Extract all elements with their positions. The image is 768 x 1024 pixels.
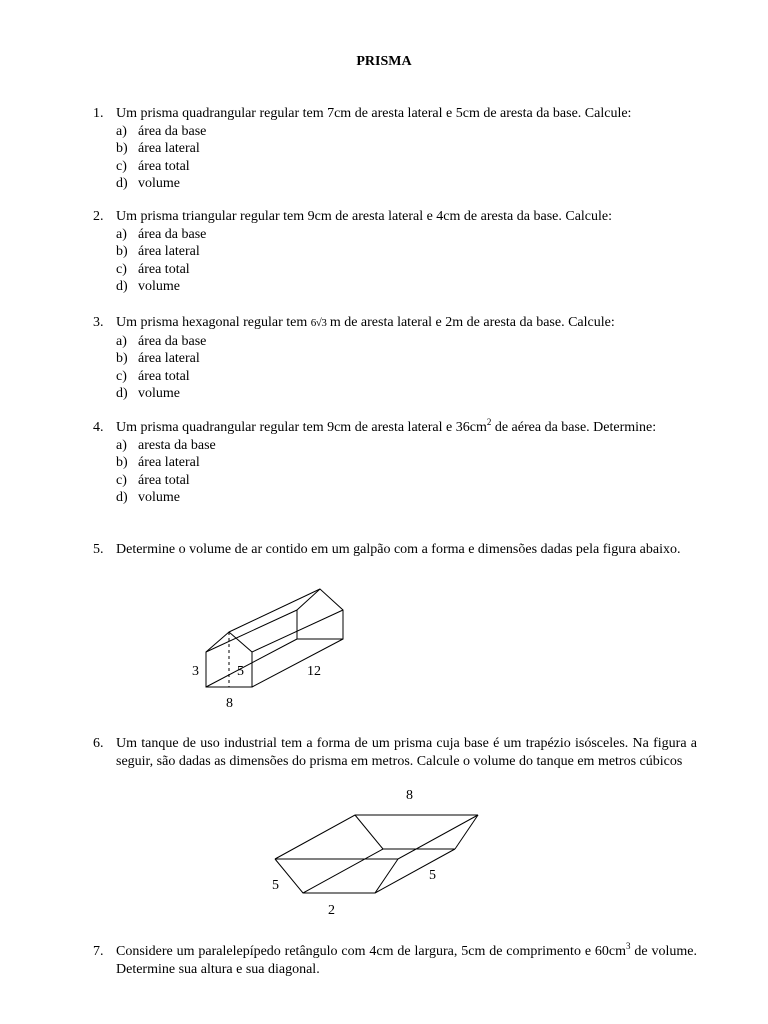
back-slant-left [355, 815, 383, 849]
option-d: d) volume [116, 279, 180, 294]
question-number: 4. [93, 420, 104, 435]
question-text: Um tanque de uso industrial tem a forma de um prisma cuja base é um trapézio isósceles. Na figura a seguir, são dadas as dimensões do prisma em metros. Calcule o volume do tanque em metros cúbicos [116, 736, 697, 769]
question-number: 2. [93, 209, 104, 224]
ridge-edge [229, 589, 320, 632]
superscript: 3 [626, 941, 631, 951]
label-width: 8 [226, 696, 233, 711]
question-5 [93, 541, 697, 559]
question-text: Um prisma hexagonal regular tem 6√3 m de aresta lateral e 2m de aresta da base. Calcule: [116, 315, 615, 330]
option-d: d) volume [116, 386, 180, 401]
radical-expression: 6√3 [310, 317, 327, 329]
option-b: b) área lateral [116, 351, 200, 366]
option-a: a) aresta da base [116, 437, 216, 453]
option-c: c) área total [116, 368, 190, 384]
option-b: b) área lateral [116, 141, 200, 156]
question-number: 5. [93, 542, 104, 557]
question-text: Considere um paralelepípedo retângulo com 4cm de largura, 5cm de comprimento e $60cm^3$ de volume. Determine sua altura e sua diagonal. [116, 941, 697, 977]
option-a: a) área da base [116, 226, 207, 242]
option-b: b) área lateral [116, 244, 200, 259]
label-bottom: 2 [328, 903, 335, 918]
question-number: 3. [93, 315, 104, 330]
bottom-edge-left [303, 849, 383, 893]
option-c: c) área total [116, 472, 190, 488]
question-7 [93, 943, 697, 978]
option-c: c) área total [116, 158, 190, 174]
label-height: 3 [192, 664, 199, 679]
option-c: c) área total [116, 261, 190, 277]
page-title: PRISMA [356, 54, 412, 69]
question-text: Um prisma quadrangular regular tem 9cm de aresta lateral e $36cm^2$ de aérea da base. Determine: [116, 417, 657, 435]
shed-prism-figure [180, 580, 350, 715]
front-trapezoid [275, 859, 398, 893]
label-left: 5 [272, 878, 279, 893]
option-a: a) área da base [116, 333, 207, 349]
question-number: 7. [93, 944, 104, 959]
question-3 [93, 314, 697, 403]
back-slant-right [455, 815, 478, 849]
question-text: Um prisma triangular regular tem 9cm de aresta lateral e 4cm de aresta da base. Calcule: [116, 209, 613, 224]
question-number: 6. [93, 736, 104, 751]
question-text: Determine o volume de ar contido em um galpão com a forma e dimensões dadas pela figura abaixo. [116, 542, 681, 557]
label-right: 5 [429, 868, 436, 883]
question-1 [93, 105, 697, 193]
option-d: d) volume [116, 490, 180, 505]
question-6 [93, 735, 697, 770]
bottom-edge-right [375, 849, 455, 893]
question-2 [93, 208, 697, 296]
question-4 [93, 419, 697, 507]
question-number: 1. [93, 106, 104, 121]
tank-prism-figure [260, 785, 490, 920]
option-d: d) volume [116, 176, 180, 191]
label-slant: 5 [237, 664, 244, 679]
label-length: 12 [307, 664, 321, 679]
question-text: Um prisma quadrangular regular tem 7cm de aresta lateral e 5cm de aresta da base. Calcule: [116, 106, 632, 121]
option-b: b) área lateral [116, 455, 200, 470]
label-top: 8 [406, 788, 413, 803]
option-a: a) área da base [116, 123, 207, 139]
superscript: 2 [486, 417, 492, 427]
